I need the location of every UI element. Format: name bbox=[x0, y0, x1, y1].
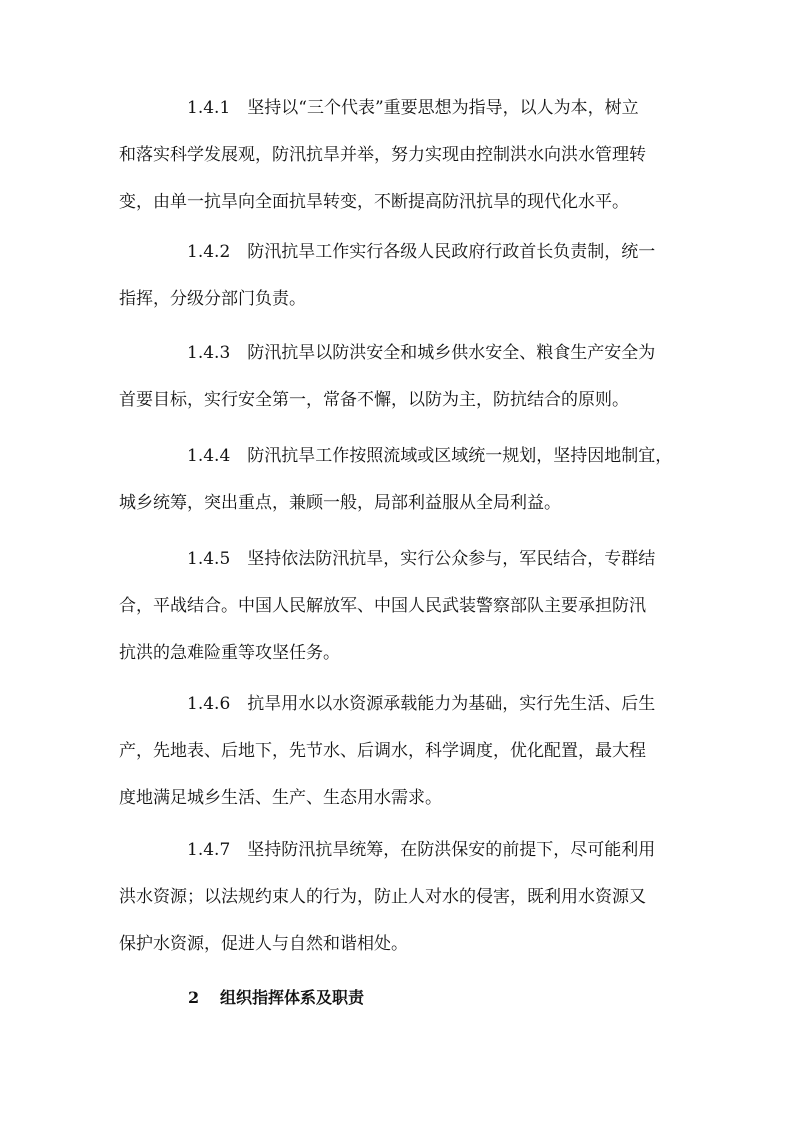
paragraph-1-4-7 bbox=[119, 838, 679, 956]
paragraph-line: 洪水资源；以法规约束人的行为，防止人对水的侵害，既利用水资源又 bbox=[119, 887, 646, 907]
paragraph-1-4-2 bbox=[119, 240, 679, 311]
paragraph-1-4-5 bbox=[119, 547, 679, 665]
paragraph-line: 度地满足城乡生活、生产、生态用水需求。 bbox=[119, 788, 442, 808]
paragraph-1-4-1 bbox=[119, 96, 679, 214]
paragraph-line: 产，先地表、后地下，先节水、后调水，科学调度，优化配置，最大程 bbox=[119, 741, 646, 761]
paragraph-1-4-3 bbox=[119, 341, 679, 412]
paragraph-line: 指挥，分级分部门负责。 bbox=[119, 289, 306, 309]
paragraph-1-4-4 bbox=[119, 444, 679, 515]
section-number: 2 bbox=[188, 988, 200, 1007]
paragraph-line: 1.4.6 抗旱用水以水资源承载能力为基础，实行先生活、后生 bbox=[187, 694, 656, 714]
paragraph-line: 1.4.2 防汛抗旱工作实行各级人民政府行政首长负责制，统一 bbox=[187, 242, 656, 262]
paragraph-line: 1.4.1 坚持以“三个代表”重要思想为指导，以人为本，树立 bbox=[187, 98, 639, 118]
paragraph-line: 1.4.4 防汛抗旱工作按照流域或区域统一规划，坚持因地制宜， bbox=[187, 446, 673, 466]
paragraph-line: 和落实科学发展观，防汛抗旱并举，努力实现由控制洪水向洪水管理转 bbox=[119, 145, 646, 165]
paragraph-line: 1.4.3 防汛抗旱以防洪安全和城乡供水安全、粮食生产安全为 bbox=[187, 343, 656, 363]
paragraph-1-4-6 bbox=[119, 692, 679, 810]
paragraph-line: 1.4.7 坚持防汛抗旱统筹，在防洪保安的前提下，尽可能利用 bbox=[187, 840, 656, 860]
paragraph-line: 合，平战结合。中国人民解放军、中国人民武装警察部队主要承担防汛 bbox=[119, 596, 646, 616]
section-heading bbox=[188, 986, 364, 1010]
paragraph-line: 抗洪的急难险重等攻坚任务。 bbox=[119, 643, 340, 663]
paragraph-line: 保护水资源，促进人与自然和谐相处。 bbox=[119, 934, 408, 954]
section-title: 组织指挥体系及职责 bbox=[220, 988, 365, 1007]
paragraph-line: 城乡统筹，突出重点，兼顾一般，局部利益服从全局利益。 bbox=[119, 493, 561, 513]
paragraph-line: 1.4.5 坚持依法防汛抗旱，实行公众参与，军民结合，专群结 bbox=[187, 549, 656, 569]
paragraph-line: 变，由单一抗旱向全面抗旱转变，不断提高防汛抗旱的现代化水平。 bbox=[119, 192, 629, 212]
paragraph-line: 首要目标，实行安全第一，常备不懈，以防为主，防抗结合的原则。 bbox=[119, 390, 629, 410]
